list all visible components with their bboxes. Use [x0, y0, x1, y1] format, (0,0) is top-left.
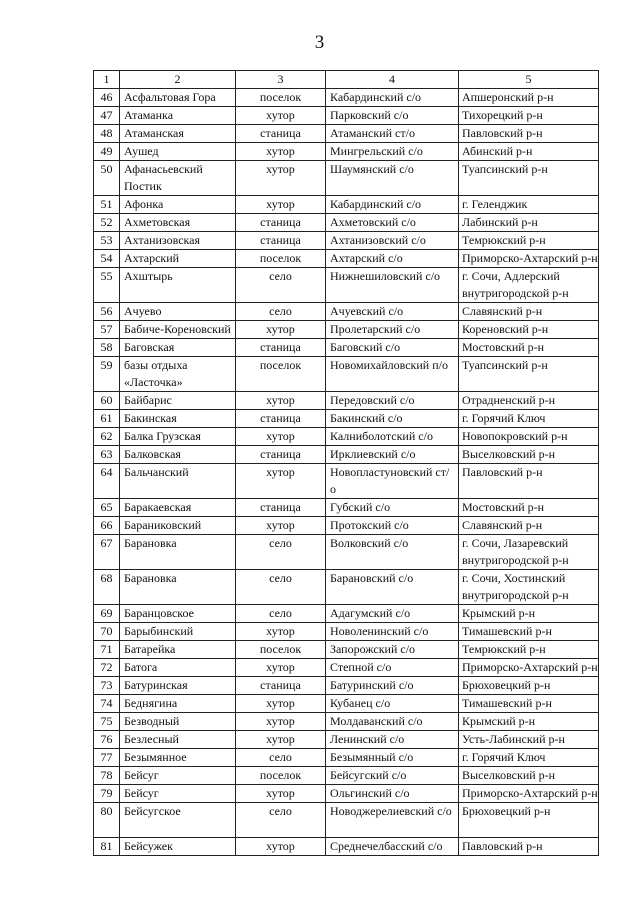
district-cell: Выселковский р-н [459, 767, 599, 785]
table-row [94, 713, 599, 731]
table-row [94, 803, 599, 838]
district-cell: г. Сочи, Лазаревский внутригородской р-н [459, 535, 599, 570]
settlement-type-cell: хутор [236, 659, 326, 677]
table-row [94, 641, 599, 659]
table-row [94, 517, 599, 535]
row-number-cell: 46 [94, 89, 120, 107]
settlement-type-cell: станица [236, 214, 326, 232]
district-cell: г. Геленджик [459, 196, 599, 214]
row-number-cell: 48 [94, 125, 120, 143]
table-row [94, 623, 599, 641]
settlement-type-cell: хутор [236, 731, 326, 749]
table-header-row [94, 71, 599, 89]
row-number-cell: 56 [94, 303, 120, 321]
row-number-cell: 53 [94, 232, 120, 250]
table-row [94, 838, 599, 856]
district-cell: Туапсинский р-н [459, 357, 599, 392]
council-cell: Шаумянский с/о [326, 161, 459, 196]
settlement-name-cell: Ахштырь [120, 268, 236, 303]
row-number-cell: 66 [94, 517, 120, 535]
settlement-type-cell: хутор [236, 464, 326, 499]
district-cell: Брюховецкий р-н [459, 803, 599, 838]
table-row [94, 695, 599, 713]
settlements-table [93, 70, 599, 856]
row-number-cell: 77 [94, 749, 120, 767]
council-cell: Запорожский с/о [326, 641, 459, 659]
settlement-type-cell: хутор [236, 161, 326, 196]
settlement-type-cell: станица [236, 677, 326, 695]
header-cell-5: 5 [459, 71, 599, 89]
row-number-cell: 75 [94, 713, 120, 731]
settlement-name-cell: Бальчанский [120, 464, 236, 499]
row-number-cell: 52 [94, 214, 120, 232]
settlement-name-cell: Безымянное [120, 749, 236, 767]
council-cell: Молдаванский с/о [326, 713, 459, 731]
table-row [94, 767, 599, 785]
settlement-name-cell: Бейсуг [120, 785, 236, 803]
district-cell: Темрюкский р-н [459, 232, 599, 250]
settlement-type-cell: станица [236, 499, 326, 517]
settlement-type-cell: село [236, 605, 326, 623]
district-cell: Новопокровский р-н [459, 428, 599, 446]
council-cell: Баговский с/о [326, 339, 459, 357]
council-cell: Бейсугский с/о [326, 767, 459, 785]
settlement-type-cell: хутор [236, 517, 326, 535]
council-cell: Барановский с/о [326, 570, 459, 605]
row-number-cell: 49 [94, 143, 120, 161]
settlement-name-cell: Баговская [120, 339, 236, 357]
row-number-cell: 58 [94, 339, 120, 357]
row-number-cell: 47 [94, 107, 120, 125]
row-number-cell: 69 [94, 605, 120, 623]
settlement-name-cell: Ахтарский [120, 250, 236, 268]
council-cell: Нижнешиловский с/о [326, 268, 459, 303]
settlement-name-cell: Аушед [120, 143, 236, 161]
row-number-cell: 76 [94, 731, 120, 749]
council-cell: Парковский с/о [326, 107, 459, 125]
district-cell: Отрадненский р-н [459, 392, 599, 410]
table-row [94, 410, 599, 428]
settlement-type-cell: хутор [236, 428, 326, 446]
settlement-name-cell: Афонка [120, 196, 236, 214]
settlement-name-cell: Атаманка [120, 107, 236, 125]
district-cell: Крымский р-н [459, 713, 599, 731]
table-row [94, 303, 599, 321]
council-cell: Среднечелбасский с/о [326, 838, 459, 856]
table-row [94, 107, 599, 125]
row-number-cell: 50 [94, 161, 120, 196]
council-cell: Атаманский ст/о [326, 125, 459, 143]
settlement-name-cell: Баранцовское [120, 605, 236, 623]
settlement-name-cell: Бараниковский [120, 517, 236, 535]
settlement-name-cell: Батарейка [120, 641, 236, 659]
settlement-name-cell: Бабиче-Кореновский [120, 321, 236, 339]
district-cell: Темрюкский р-н [459, 641, 599, 659]
district-cell: Тимашевский р-н [459, 623, 599, 641]
header-cell-1: 1 [94, 71, 120, 89]
settlement-type-cell: хутор [236, 143, 326, 161]
settlement-type-cell: станица [236, 232, 326, 250]
settlement-name-cell: Безводный [120, 713, 236, 731]
council-cell: Ирклиевский с/о [326, 446, 459, 464]
district-cell: Тимашевский р-н [459, 695, 599, 713]
settlement-type-cell: станица [236, 410, 326, 428]
council-cell: Ахтанизовский с/о [326, 232, 459, 250]
row-number-cell: 61 [94, 410, 120, 428]
settlement-name-cell: Балка Грузская [120, 428, 236, 446]
settlement-name-cell: Безлесный [120, 731, 236, 749]
table-row [94, 605, 599, 623]
row-number-cell: 71 [94, 641, 120, 659]
settlement-type-cell: село [236, 268, 326, 303]
settlement-name-cell: базы отдыха «Ласточка» [120, 357, 236, 392]
table-row [94, 659, 599, 677]
settlement-type-cell: станица [236, 446, 326, 464]
table-row [94, 321, 599, 339]
district-cell: Славянский р-н [459, 517, 599, 535]
settlement-type-cell: хутор [236, 392, 326, 410]
district-cell: г. Горячий Ключ [459, 749, 599, 767]
table-row [94, 125, 599, 143]
settlement-name-cell: Ахтанизовская [120, 232, 236, 250]
settlement-name-cell: Баракаевская [120, 499, 236, 517]
row-number-cell: 51 [94, 196, 120, 214]
table-row [94, 392, 599, 410]
council-cell: Степной с/о [326, 659, 459, 677]
council-cell: Ленинский с/о [326, 731, 459, 749]
council-cell: Новомихайловский п/о [326, 357, 459, 392]
table-row [94, 428, 599, 446]
council-cell: Новоджерелиевский с/о [326, 803, 459, 838]
district-cell: Кореновский р-н [459, 321, 599, 339]
council-cell: Волковский с/о [326, 535, 459, 570]
district-cell: Крымский р-н [459, 605, 599, 623]
table-row [94, 731, 599, 749]
row-number-cell: 78 [94, 767, 120, 785]
council-cell: Губский с/о [326, 499, 459, 517]
table-row [94, 499, 599, 517]
row-number-cell: 55 [94, 268, 120, 303]
settlement-type-cell: хутор [236, 321, 326, 339]
row-number-cell: 64 [94, 464, 120, 499]
district-cell: Мостовский р-н [459, 339, 599, 357]
council-cell: Новопластуновский ст/о [326, 464, 459, 499]
settlement-type-cell: село [236, 303, 326, 321]
header-cell-2: 2 [120, 71, 236, 89]
settlement-type-cell: село [236, 570, 326, 605]
settlement-type-cell: хутор [236, 623, 326, 641]
settlement-type-cell: поселок [236, 89, 326, 107]
district-cell: Тихорецкий р-н [459, 107, 599, 125]
table-row [94, 446, 599, 464]
district-cell: Выселковский р-н [459, 446, 599, 464]
settlement-name-cell: Батуринская [120, 677, 236, 695]
settlement-name-cell: Бакинская [120, 410, 236, 428]
row-number-cell: 60 [94, 392, 120, 410]
header-cell-3: 3 [236, 71, 326, 89]
table-row [94, 464, 599, 499]
district-cell: г. Сочи, Адлерский внутригородской р-н [459, 268, 599, 303]
settlement-name-cell: Атаманская [120, 125, 236, 143]
table-row [94, 749, 599, 767]
table-row [94, 196, 599, 214]
row-number-cell: 63 [94, 446, 120, 464]
settlement-name-cell: Бейсугское [120, 803, 236, 838]
district-cell: Лабинский р-н [459, 214, 599, 232]
row-number-cell: 79 [94, 785, 120, 803]
district-cell: Павловский р-н [459, 125, 599, 143]
table-row [94, 785, 599, 803]
council-cell: Ачуевский с/о [326, 303, 459, 321]
row-number-cell: 67 [94, 535, 120, 570]
settlement-name-cell: Байбарис [120, 392, 236, 410]
council-cell: Адагумский с/о [326, 605, 459, 623]
table-row [94, 214, 599, 232]
district-cell: г. Горячий Ключ [459, 410, 599, 428]
table-row [94, 161, 599, 196]
council-cell: Ахтарский с/о [326, 250, 459, 268]
settlement-name-cell: Бейсуг [120, 767, 236, 785]
district-cell: Приморско-Ахтарский р-н [459, 785, 599, 803]
council-cell: Безымянный с/о [326, 749, 459, 767]
row-number-cell: 73 [94, 677, 120, 695]
row-number-cell: 57 [94, 321, 120, 339]
district-cell: Мостовский р-н [459, 499, 599, 517]
council-cell: Протокский с/о [326, 517, 459, 535]
table-row [94, 89, 599, 107]
settlement-type-cell: станица [236, 125, 326, 143]
settlement-type-cell: хутор [236, 107, 326, 125]
settlement-type-cell: поселок [236, 641, 326, 659]
council-cell: Новоленинский с/о [326, 623, 459, 641]
council-cell: Бакинский с/о [326, 410, 459, 428]
table-row [94, 357, 599, 392]
row-number-cell: 54 [94, 250, 120, 268]
council-cell: Калниболотский с/о [326, 428, 459, 446]
settlement-type-cell: хутор [236, 695, 326, 713]
settlement-name-cell: Ахметовская [120, 214, 236, 232]
row-number-cell: 70 [94, 623, 120, 641]
row-number-cell: 72 [94, 659, 120, 677]
settlement-name-cell: Беднягина [120, 695, 236, 713]
settlement-type-cell: село [236, 535, 326, 570]
settlement-name-cell: Ачуево [120, 303, 236, 321]
settlement-name-cell: Барановка [120, 535, 236, 570]
settlement-type-cell: поселок [236, 250, 326, 268]
council-cell: Кабардинский с/о [326, 89, 459, 107]
district-cell: г. Сочи, Хостинский внутригородской р-н [459, 570, 599, 605]
settlement-type-cell: село [236, 803, 326, 838]
council-cell: Передовский с/о [326, 392, 459, 410]
district-cell: Славянский р-н [459, 303, 599, 321]
district-cell: Туапсинский р-н [459, 161, 599, 196]
settlement-type-cell: хутор [236, 713, 326, 731]
page-number: 3 [314, 32, 325, 53]
table-row [94, 677, 599, 695]
district-cell: Приморско-Ахтарский р-н [459, 250, 599, 268]
settlement-type-cell: станица [236, 339, 326, 357]
settlement-name-cell: Асфальтовая Гора [120, 89, 236, 107]
row-number-cell: 65 [94, 499, 120, 517]
council-cell: Ахметовский с/о [326, 214, 459, 232]
district-cell: Приморско-Ахтарский р-н [459, 659, 599, 677]
table-row [94, 570, 599, 605]
row-number-cell: 59 [94, 357, 120, 392]
settlement-name-cell: Афанасьевский Постик [120, 161, 236, 196]
header-cell-4: 4 [326, 71, 459, 89]
table-row [94, 232, 599, 250]
row-number-cell: 62 [94, 428, 120, 446]
district-cell: Павловский р-н [459, 838, 599, 856]
council-cell: Кабардинский с/о [326, 196, 459, 214]
row-number-cell: 80 [94, 803, 120, 838]
settlement-type-cell: хутор [236, 838, 326, 856]
settlement-name-cell: Бейсужек [120, 838, 236, 856]
council-cell: Ольгинский с/о [326, 785, 459, 803]
district-cell: Апшеронский р-н [459, 89, 599, 107]
table-row [94, 250, 599, 268]
table-row [94, 268, 599, 303]
settlement-type-cell: поселок [236, 767, 326, 785]
council-cell: Кубанец с/о [326, 695, 459, 713]
settlement-type-cell: хутор [236, 196, 326, 214]
row-number-cell: 81 [94, 838, 120, 856]
table-row [94, 339, 599, 357]
council-cell: Мингрельский с/о [326, 143, 459, 161]
settlement-type-cell: поселок [236, 357, 326, 392]
settlement-name-cell: Барановка [120, 570, 236, 605]
settlement-name-cell: Барыбинский [120, 623, 236, 641]
district-cell: Павловский р-н [459, 464, 599, 499]
settlement-name-cell: Батога [120, 659, 236, 677]
council-cell: Батуринский с/о [326, 677, 459, 695]
district-cell: Абинский р-н [459, 143, 599, 161]
row-number-cell: 68 [94, 570, 120, 605]
settlement-type-cell: село [236, 749, 326, 767]
table-row [94, 535, 599, 570]
settlement-name-cell: Балковская [120, 446, 236, 464]
row-number-cell: 74 [94, 695, 120, 713]
council-cell: Пролетарский с/о [326, 321, 459, 339]
district-cell: Брюховецкий р-н [459, 677, 599, 695]
table-row [94, 143, 599, 161]
district-cell: Усть-Лабинский р-н [459, 731, 599, 749]
settlement-type-cell: хутор [236, 785, 326, 803]
